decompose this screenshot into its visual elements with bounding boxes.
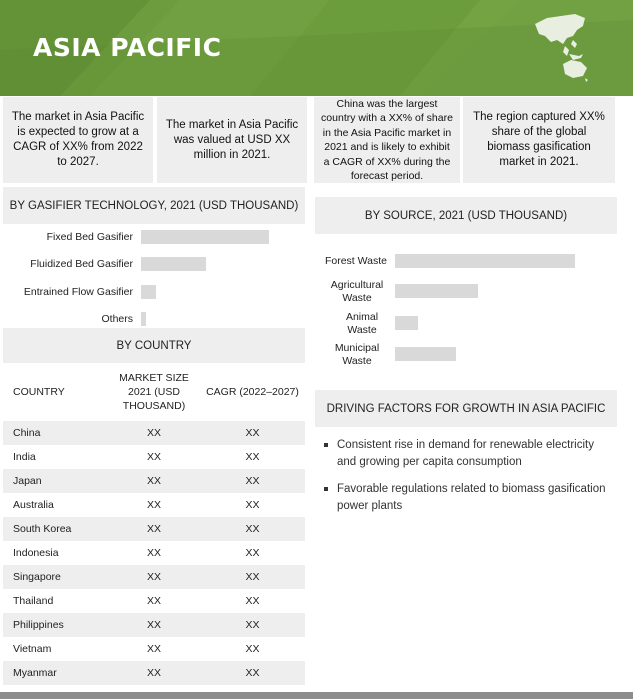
source-bar-row	[315, 310, 617, 336]
source-bar	[395, 284, 478, 298]
drivers-panel-title: DRIVING FACTORS FOR GROWTH IN ASIA PACIFIC	[315, 390, 617, 427]
country-cell: Indonesia	[13, 547, 59, 559]
country-cell: Vietnam	[13, 643, 52, 655]
market-size-cell: XX	[146, 547, 161, 559]
source-bar-row	[315, 278, 617, 304]
table-row	[3, 517, 305, 541]
country-cell: Australia	[13, 499, 54, 511]
country-panel-title: BY COUNTRY	[3, 328, 305, 363]
table-row	[3, 589, 305, 613]
region-header	[0, 0, 633, 96]
market-size-cell: XX	[146, 499, 161, 511]
bullet-icon	[324, 487, 328, 491]
market-size-cell: XX	[146, 595, 161, 607]
technology-bar-row	[4, 257, 305, 271]
table-row	[3, 661, 305, 685]
cagr-cell: XX	[245, 595, 260, 607]
technology-bar-row	[4, 230, 305, 244]
source-label: Agricultural Waste	[330, 279, 384, 304]
country-cell: Singapore	[13, 571, 61, 583]
technology-bar	[141, 312, 146, 326]
country-cell: Thailand	[13, 595, 54, 607]
driver-item	[323, 437, 613, 471]
source-bar	[395, 316, 418, 330]
table-row	[3, 493, 305, 517]
market-size-cell: XX	[146, 619, 161, 631]
cagr-cell: XX	[245, 571, 260, 583]
cagr-cell: XX	[245, 475, 260, 487]
cagr-cell: XX	[245, 451, 260, 463]
market-size-cell: XX	[146, 427, 161, 439]
cagr-cell: XX	[245, 499, 260, 511]
country-table-body	[3, 421, 305, 685]
source-label: Forest Waste	[324, 255, 387, 267]
cagr-cell: XX	[245, 523, 260, 535]
technology-label: Fluidized Bed Gasifier	[30, 258, 133, 270]
highlight-cagr: The market in Asia Pacific is expected to grow at a CAGR of XX% from 2022 to 2027.	[3, 97, 153, 183]
market-size-cell: XX	[146, 571, 161, 583]
technology-panel-title: BY GASIFIER TECHNOLOGY, 2021 (USD THOUSAND)	[3, 187, 305, 224]
drivers-list	[323, 437, 613, 525]
driver-item	[323, 481, 613, 515]
table-row	[3, 565, 305, 589]
table-row	[3, 469, 305, 493]
country-cell: China	[13, 427, 41, 439]
country-table-header	[3, 363, 305, 421]
table-row	[3, 445, 305, 469]
source-bar-chart	[315, 245, 617, 378]
country-cell: South Korea	[13, 523, 72, 535]
table-row	[3, 421, 305, 445]
source-label: Animal Waste	[345, 311, 379, 336]
country-cell: Japan	[13, 475, 42, 487]
country-cell: India	[13, 451, 36, 463]
asia-pacific-map-icon	[525, 10, 593, 82]
page-title: ASIA PACIFIC	[33, 33, 222, 62]
market-size-cell: XX	[146, 643, 161, 655]
technology-label: Entrained Flow Gasifier	[23, 286, 133, 298]
header-country: COUNTRY	[13, 386, 65, 398]
table-row	[3, 637, 305, 661]
technology-label: Others	[101, 313, 133, 325]
highlight-global-share: The region captured XX% share of the global biomass gasification market in 2021.	[463, 97, 615, 183]
technology-bar-row	[4, 285, 305, 299]
technology-bar	[141, 230, 269, 244]
cagr-cell: XX	[245, 427, 260, 439]
cagr-cell: XX	[245, 619, 260, 631]
footer-bar	[0, 692, 633, 699]
source-bar-row	[315, 254, 617, 268]
driver-text: Favorable regulations related to biomass gasification power plants	[337, 483, 606, 512]
cagr-cell: XX	[245, 643, 260, 655]
market-size-cell: XX	[146, 475, 161, 487]
source-panel-title: BY SOURCE, 2021 (USD THOUSAND)	[315, 197, 617, 234]
technology-bar-row	[4, 312, 305, 326]
cagr-cell: XX	[245, 667, 260, 679]
table-row	[3, 613, 305, 637]
country-cell: Myanmar	[13, 667, 57, 679]
highlight-china: China was the largest country with a XX% of share in the Asia Pacific market in 2021 and is likely to exhibit a CAGR of XX% during the forecast period.	[314, 97, 460, 183]
header-market-size: MARKET SIZE 2021 (USD THOUSAND)	[119, 372, 189, 412]
source-bar-row	[315, 341, 617, 367]
technology-bar-chart	[4, 224, 305, 328]
technology-bar	[141, 285, 156, 299]
technology-label: Fixed Bed Gasifier	[46, 231, 133, 243]
highlight-market-value: The market in Asia Pacific was valued at USD XX million in 2021.	[157, 97, 307, 183]
source-bar	[395, 254, 575, 268]
country-cell: Philippines	[13, 619, 64, 631]
market-size-cell: XX	[146, 523, 161, 535]
table-row	[3, 541, 305, 565]
source-bar	[395, 347, 456, 361]
driver-text: Consistent rise in demand for renewable electricity and growing per capita consumption	[337, 439, 594, 468]
country-table	[3, 363, 305, 685]
bullet-icon	[324, 443, 328, 447]
header-cagr: CAGR (2022–2027)	[206, 386, 299, 398]
technology-bar	[141, 257, 206, 271]
source-label: Municipal Waste	[334, 342, 380, 367]
market-size-cell: XX	[146, 451, 161, 463]
cagr-cell: XX	[245, 547, 260, 559]
market-size-cell: XX	[146, 667, 161, 679]
